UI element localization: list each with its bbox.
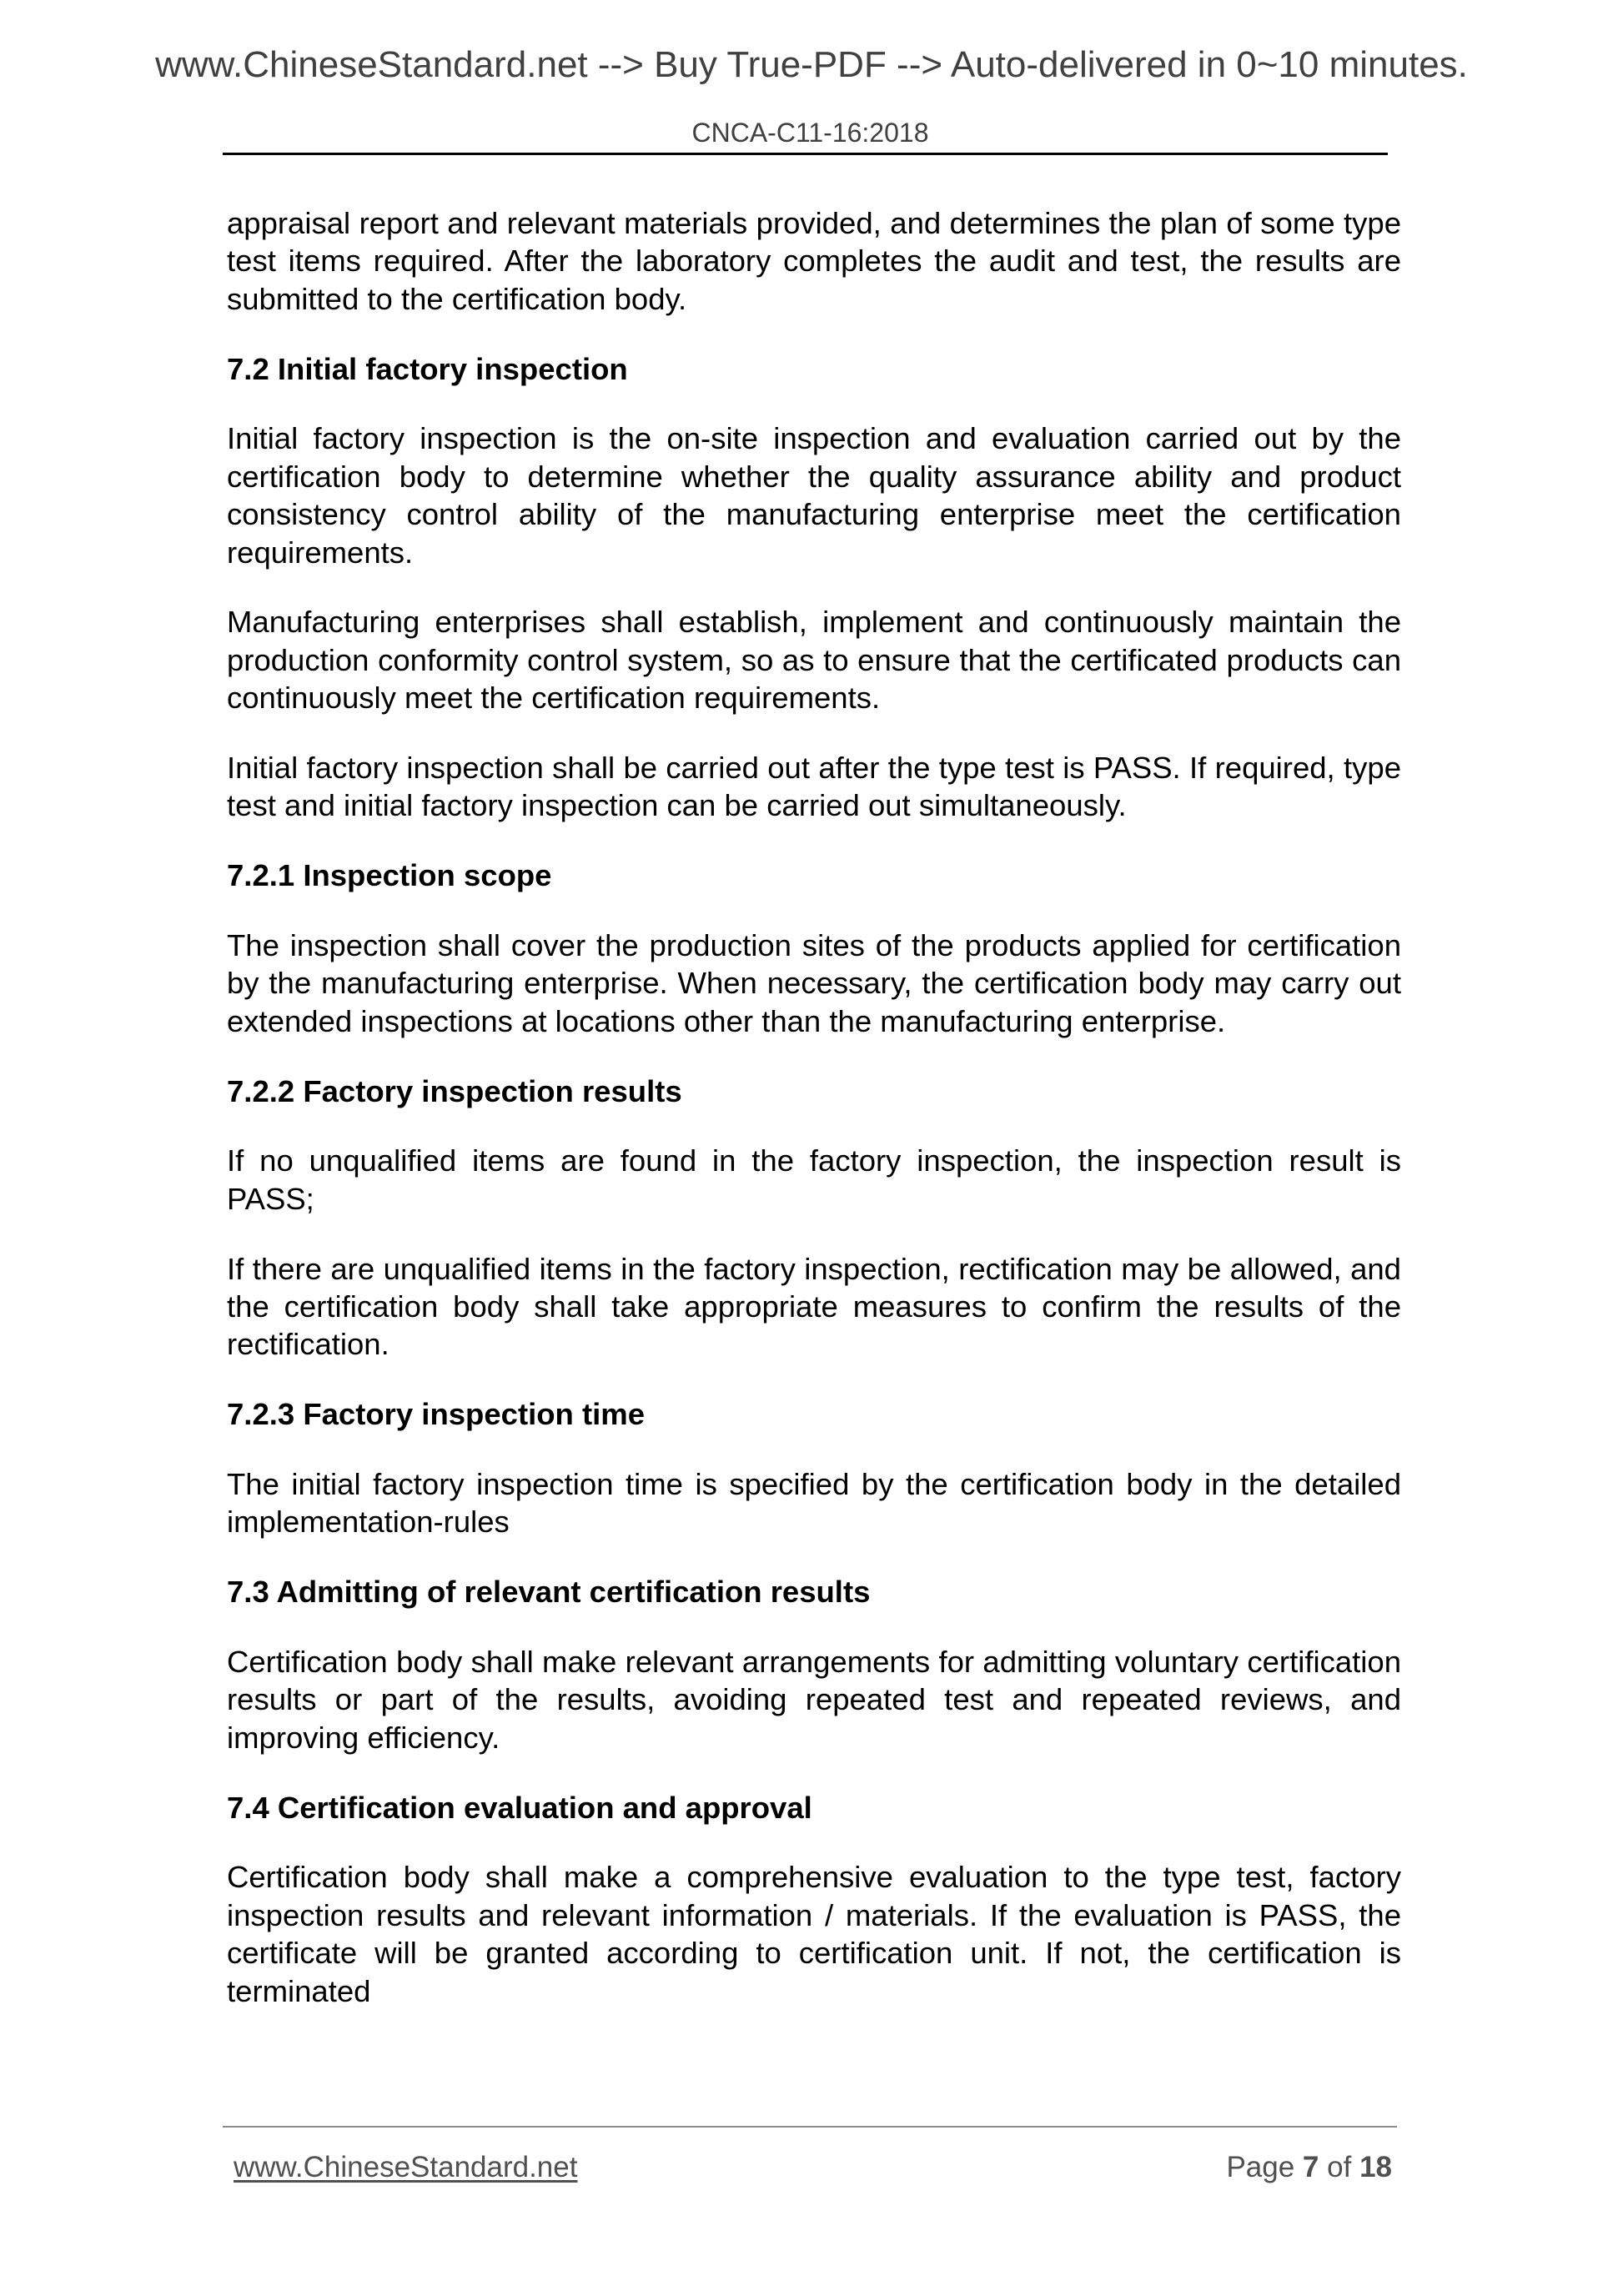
section-heading-7-3: 7.3 Admitting of relevant certification results (227, 1575, 871, 1610)
promo-banner: www.ChineseStandard.net --> Buy True-PDF --> Auto-delivered in 0~10 minutes. (155, 44, 1468, 85)
paragraph: Initial factory inspection shall be carried out after the type test is PASS. If required, type test and initial factory inspection can be carried out simultaneously. (227, 751, 1401, 823)
section-heading-7-2-1: 7.2.1 Inspection scope (227, 858, 552, 893)
document-code: CNCA-C11-16:2018 (691, 118, 929, 148)
section-heading-7-2-3: 7.2.3 Factory inspection time (227, 1397, 646, 1432)
paragraph: The inspection shall cover the production sites of the products applied for certification by the manufacturing enterprise. When necessary, the certification body may carry out extended inspections at locations other than the manufacturing enterprise. (227, 928, 1401, 1038)
document-body (227, 204, 1401, 2042)
section-heading-7-2: 7.2 Initial factory inspection (227, 351, 628, 386)
paragraph: Certification body shall make a comprehensive evaluation to the type test, factory inspection results and relevant information / materials. If the evaluation is PASS, the certificate will be granted according to certification unit. If not, the certification is terminated (227, 1860, 1401, 2008)
page-number (1226, 2150, 1392, 2185)
paragraph: If there are unqualified items in the factory inspection, rectification may be allowed, and the certification body shall take appropriate measures to confirm the results of the rectification. (227, 1251, 1401, 1362)
page-of-label: of (1327, 2151, 1352, 2183)
paragraph: If no unqualified items are found in the factory inspection, the inspection result is PASS; (227, 1143, 1401, 1216)
section-heading-7-2-2: 7.2.2 Factory inspection results (227, 1073, 682, 1108)
paragraph: The initial factory inspection time is specified by the certification body in the detailed implementation-rules (227, 1467, 1401, 1540)
paragraph: Initial factory inspection is the on-site inspection and evaluation carried out by the certification body to determine whether the quality assurance ability and product consistency control ability of the manufacturing enterprise meet the certification requirements. (227, 421, 1401, 570)
header-divider (223, 153, 1388, 155)
section-heading-7-4: 7.4 Certification evaluation and approval (227, 1790, 812, 1825)
paragraph: appraisal report and relevant materials provided, and determines the plan of some type test items required. After the laboratory completes the audit and test, the results are submitted to the certification body. (227, 206, 1401, 316)
page-label: Page (1226, 2151, 1295, 2183)
paragraph: Manufacturing enterprises shall establish, implement and continuously maintain the production conformity control system, so as to ensure that the certificated products can continuously meet the certification requirements. (227, 605, 1401, 716)
page-current: 7 (1302, 2151, 1319, 2183)
footer-divider (223, 2126, 1397, 2128)
footer-website-link[interactable]: www.ChineseStandard.net (234, 2151, 578, 2183)
paragraph: Certification body shall make relevant arrangements for admitting voluntary certification results or part of the results, avoiding repeated test and repeated reviews, and improving efficiency. (227, 1645, 1401, 1755)
page-total: 18 (1359, 2151, 1392, 2183)
